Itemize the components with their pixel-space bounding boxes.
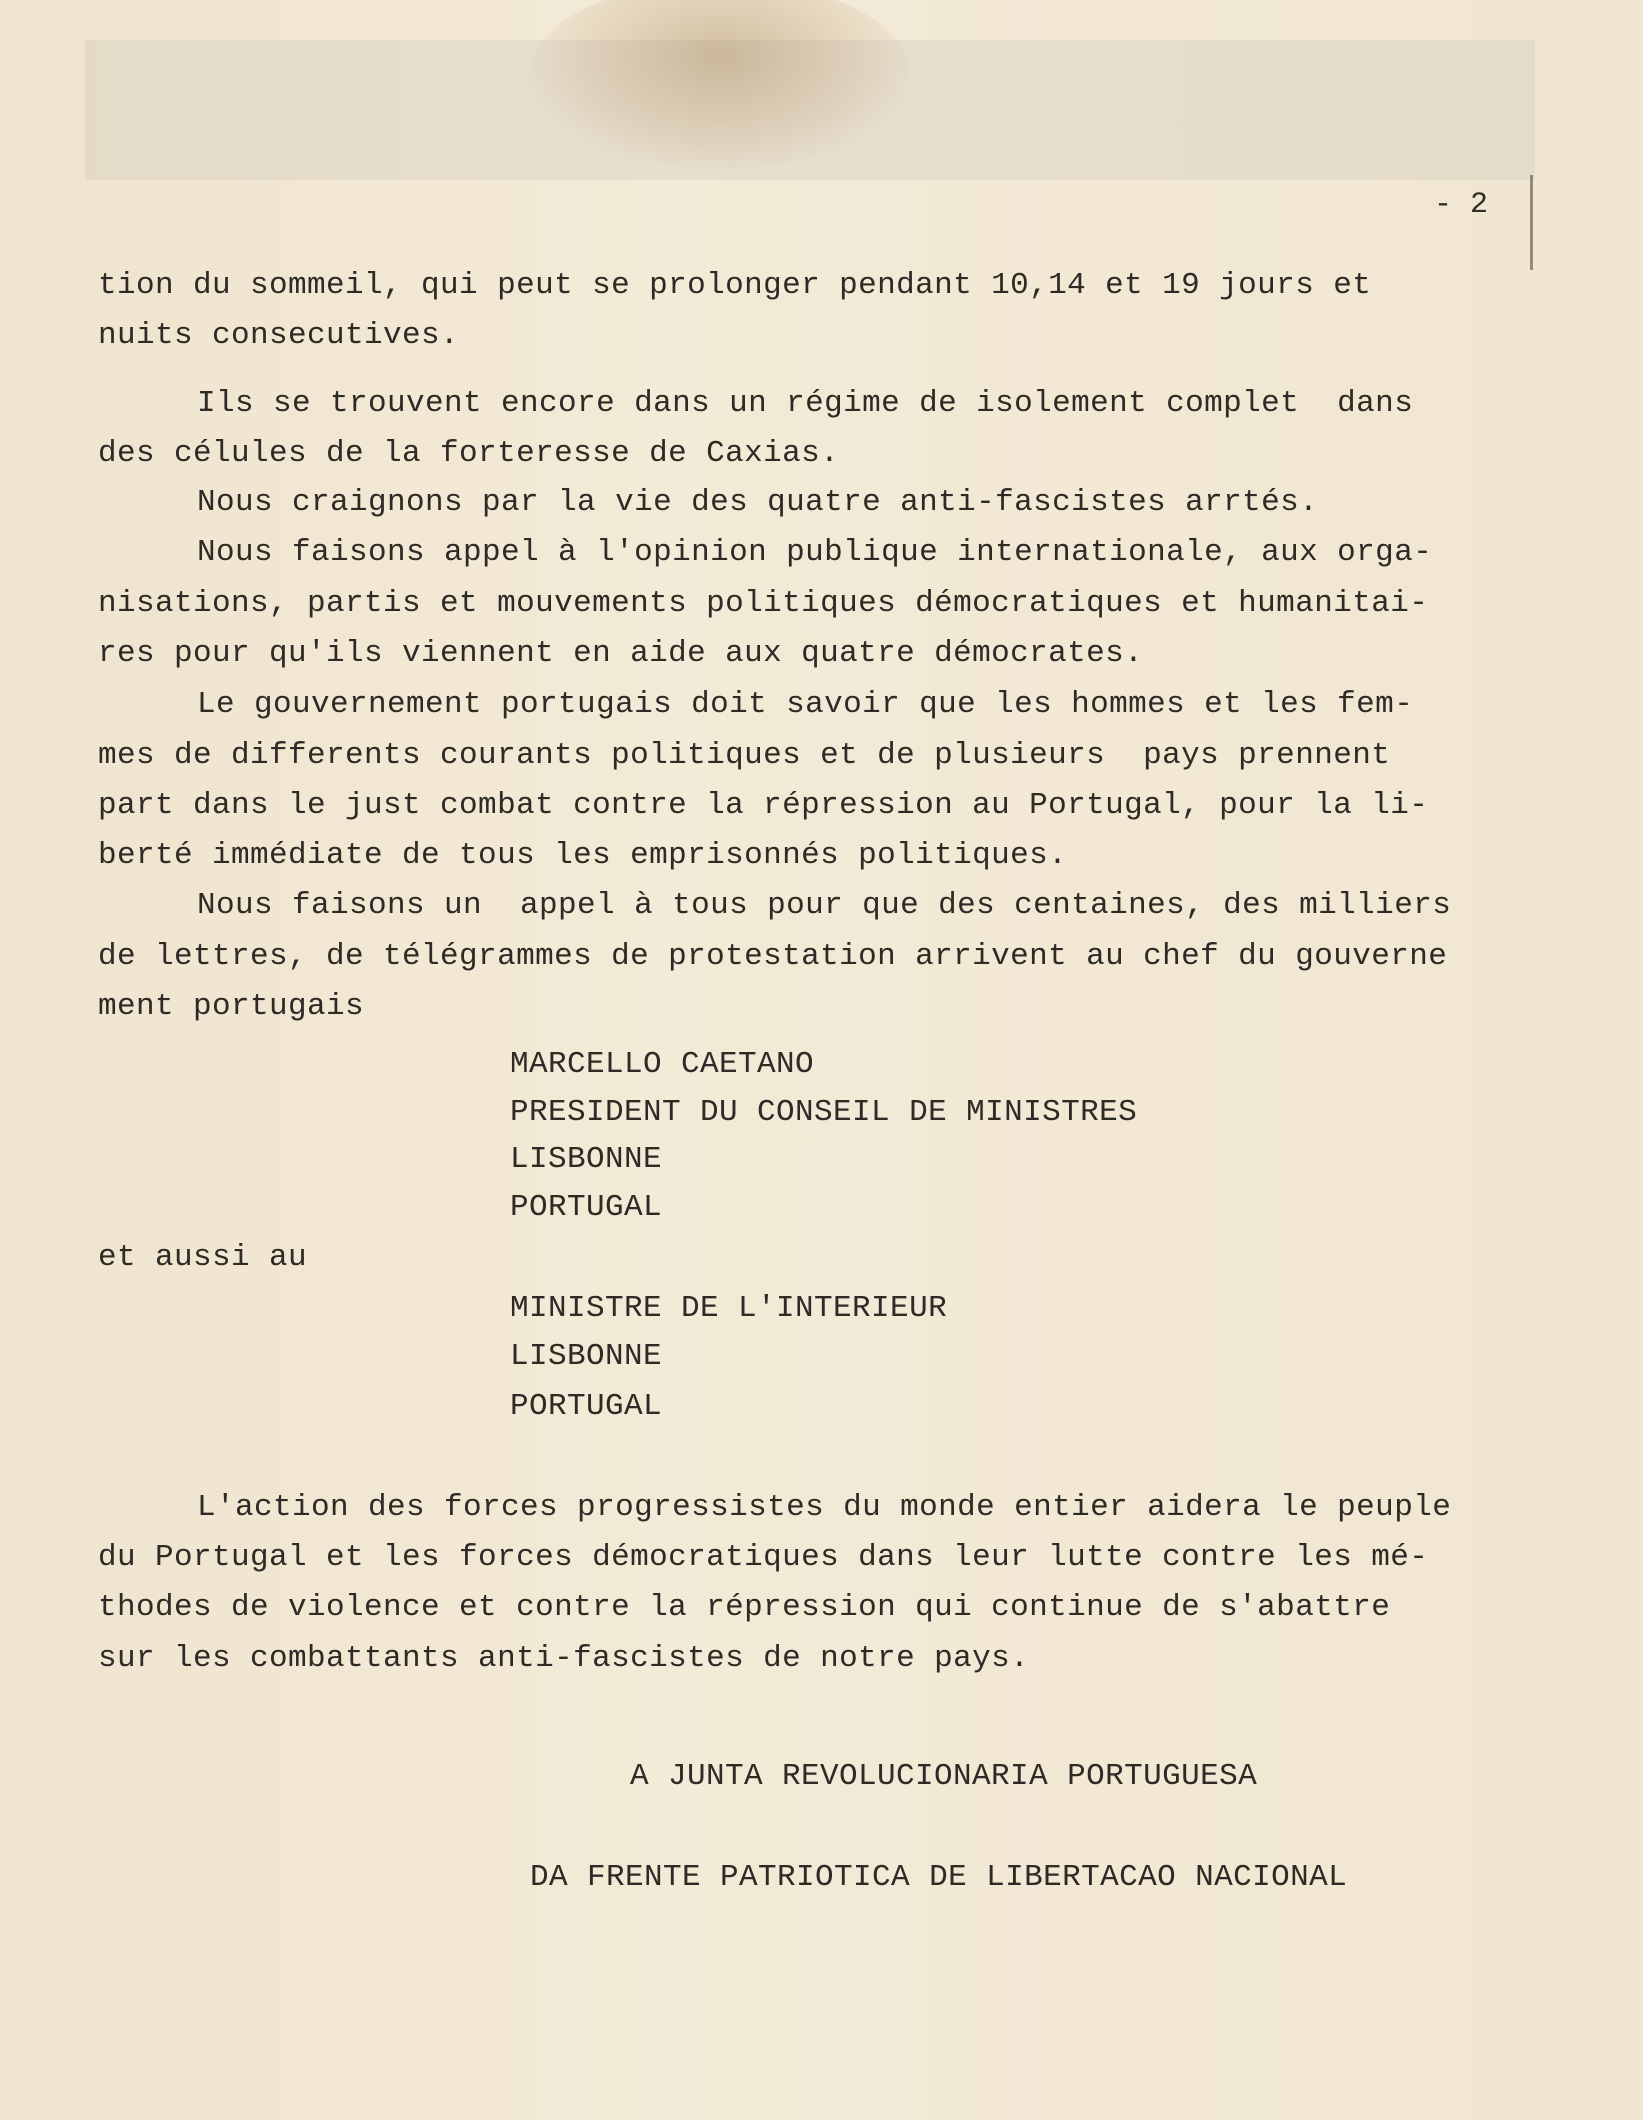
text-line: et aussi au — [98, 1240, 308, 1275]
address-line: PORTUGAL — [510, 1190, 663, 1225]
text-line: des célules de la forteresse de Caxias. — [98, 436, 840, 471]
text-line: part dans le just combat contre la répression au Portugal, pour la li- — [98, 788, 1429, 823]
address-line: LISBONNE — [510, 1339, 663, 1374]
text-line: Nous faisons un appel à tous pour que des centaines, des milliers — [197, 888, 1452, 923]
signature-line: A JUNTA REVOLUCIONARIA PORTUGUESA — [630, 1759, 1258, 1794]
text-line: Nous faisons appel à l'opinion publique internationale, aux orga- — [197, 535, 1433, 570]
text-line: Ils se trouvent encore dans un régime de isolement complet dans — [197, 386, 1414, 421]
address-line: MARCELLO CAETANO — [510, 1047, 815, 1082]
text-line: sur les combattants anti-fascistes de notre pays. — [98, 1641, 1030, 1676]
text-line: de lettres, de télégrammes de protestation arrivent au chef du gouverne — [98, 939, 1448, 974]
address-line: LISBONNE — [510, 1142, 663, 1177]
address-line: PRESIDENT DU CONSEIL DE MINISTRES — [510, 1095, 1138, 1130]
text-line: L'action des forces progressistes du monde entier aidera le peuple — [197, 1490, 1452, 1525]
address-line: MINISTRE DE L'INTERIEUR — [510, 1291, 948, 1326]
signature-line: DA FRENTE PATRIOTICA DE LIBERTACAO NACIONAL — [530, 1860, 1348, 1895]
text-line: nisations, partis et mouvements politiques démocratiques et humanitai- — [98, 586, 1429, 621]
text-line: du Portugal et les forces démocratiques dans leur lutte contre les mé- — [98, 1540, 1429, 1575]
text-line: nuits consecutives. — [98, 318, 460, 353]
margin-mark — [1530, 175, 1533, 270]
text-line: res pour qu'ils viennent en aide aux quatre démocrates. — [98, 636, 1144, 671]
text-line: tion du sommeil, qui peut se prolonger pendant 10,14 et 19 jours et — [98, 268, 1372, 303]
address-line: PORTUGAL — [510, 1389, 663, 1424]
text-line: thodes de violence et contre la répression qui continue de s'abattre — [98, 1590, 1391, 1625]
page-number: - 2 — [1434, 188, 1489, 222]
text-line: mes de differents courants politiques et de plusieurs pays prennent — [98, 738, 1391, 773]
text-line: Le gouvernement portugais doit savoir que les hommes et les fem- — [197, 687, 1414, 722]
text-line: ment portugais — [98, 989, 365, 1024]
text-line: Nous craignons par la vie des quatre anti-fascistes arrtés. — [197, 485, 1319, 520]
text-line: berté immédiate de tous les emprisonnés politiques. — [98, 838, 1068, 873]
